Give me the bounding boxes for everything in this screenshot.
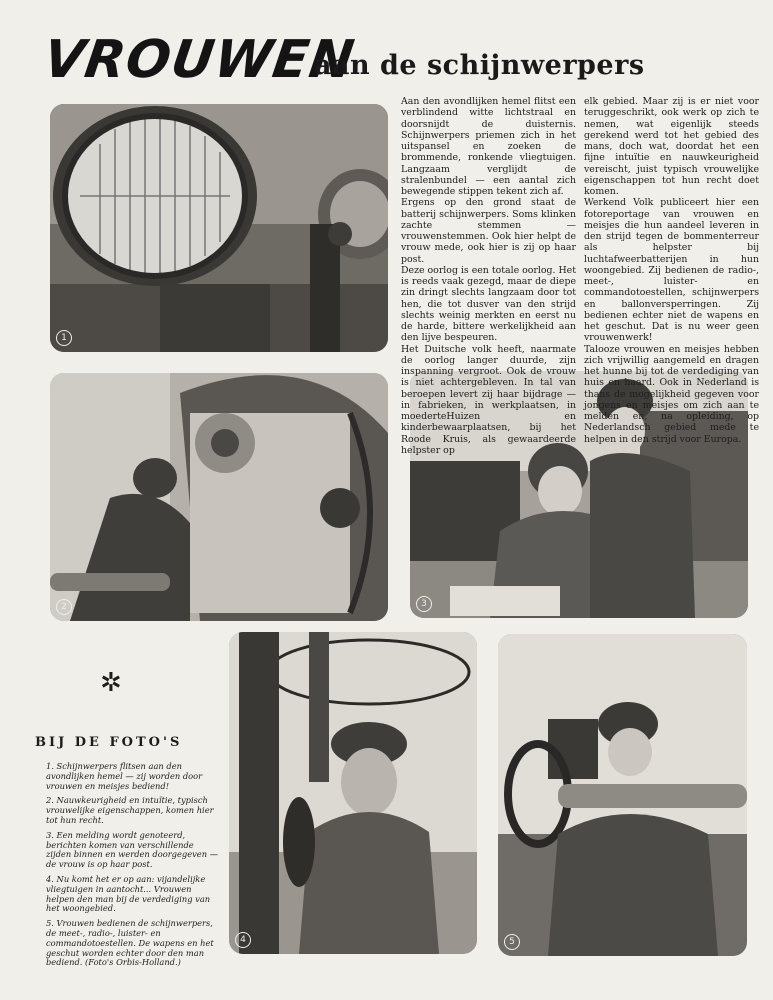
article-paragraph: Deze oorlog is een totale oorlog. Het is reeds vaak gezegd, maar de diepe zin dringt slechts langzaam door tot hen, die tot dusver van den strijd slechts weinig merkten en eerst nu de harde, bittere werkelijkheid aan den lijve bespeuren. bbox=[401, 264, 576, 344]
caption-item: 1. Schijnwerpers flitsen aan den avondlijken hemel — zij worden door vrouwen en meisjes bediend! bbox=[46, 761, 203, 791]
article-column-1 bbox=[401, 96, 576, 456]
star-ornament-icon: ✲ bbox=[100, 668, 122, 698]
caption-item: 5. Vrouwen bedienen de schijnwerpers, de meet-, radio-, luister- en commandotoestellen. De wapens en het geschut worden echter door den man bediend. (Foto's Orbis-Holland.) bbox=[46, 918, 214, 968]
caption-item: 2. Nauwkeurigheid en intuïtie, typisch vrouwelijke eigenschappen, komen hier tot hun recht. bbox=[46, 795, 214, 825]
photo-5-image bbox=[498, 634, 747, 956]
article-paragraph: Het Duitsche volk heeft, naarmate de oorlog langer duurde, zijn inspanning vergroot. Ook de vrouw is niet achtergebleven. In tal van beroepen levert zij haar bijdrage — in fabrieken, in werkplaatsen, in moederteHuizen en kinderbewaarplaatsen, bij het Roode Kruis, als gewaardeerde helpster op bbox=[401, 343, 576, 456]
photo-number: 4 bbox=[235, 932, 251, 948]
article-paragraph: elk gebied. Maar zij is er niet voor teruggeschrikt, ook werk op zich te nemen, wat eigenlijk steeds gerekend werd tot het gebied des mans, doch wat, doordat het een fijne intuïtie en nauwkeurigheid vereischt, juist typisch vrouwelijke eigenschappen tot hun recht doet komen. bbox=[584, 96, 759, 197]
photo-4-image bbox=[229, 632, 477, 954]
photo-5-rangefinder bbox=[498, 634, 747, 956]
article-paragraph: Talooze vrouwen en meisjes hebben zich vrijwillig aangemeld en dragen het hunne bij tot de verdediging van huis en haard. Ook in Nederland is thans de mogelijkheid gegeven voor jongens en meisjes om zich aan te melden en, na opleiding, op Nederlandsch gebied mede te helpen in den strijd voor Europa. bbox=[584, 343, 759, 445]
photo-1-image bbox=[50, 104, 388, 352]
caption-item: 4. Nu komt het er op aan: vijandelijke vliegtuigen in aantocht... Vrouwen helpen den man bij de verdediging van het woongebied. bbox=[46, 873, 211, 914]
article-paragraph: Werkend Volk publiceert hier een fotoreportage van vrouwen en meisjes die hun aandeel leveren in den strijd tegen de bommenterreur als helpster bij luchtafweerbatterijen in hun woongebied. Zij bedienen de radio-, meet-, luister- en commandotoestellen, schijnwerpers en ballonversperringen. Zij bedienen echter niet de wapens en het geschut. Dat is nu weer geen vrouwenwerk! bbox=[584, 197, 759, 344]
photo-2-image bbox=[50, 373, 388, 621]
photo-number: 5 bbox=[504, 934, 520, 950]
page-title: VROUWEN bbox=[39, 30, 359, 90]
article-paragraph: Ergens op den grond staat de batterij schijnwerpers. Soms klinken zachte stemmen — vrouwenstemmen. Ook hier helpt de vrouw mede, ook hier is zij op haar post. bbox=[401, 197, 576, 265]
caption-item: 3. Een melding wordt genoteerd, berichten komen van verschillende zijden binnen en werden doorgegeven — de vrouw is op haar post. bbox=[46, 829, 218, 870]
photo-2-instrument bbox=[50, 373, 388, 621]
page-subtitle: aan de schijnwerpers bbox=[314, 50, 645, 81]
article-paragraph: Aan den avondlijken hemel flitst een verblindend witte lichtstraal en doorsnijdt de duisternis. Schijnwerpers priemen zich in het uitspansel en zoeken de brommende, ronkende vliegtuigen. Langzaam verglijdt de stralenbundel — een aantal zich bewegende stippen tekent zich af. bbox=[401, 96, 576, 197]
photo-number: 3 bbox=[416, 596, 432, 612]
photo-number: 1 bbox=[56, 330, 72, 346]
photo-1-searchlight bbox=[50, 104, 388, 352]
photo-4-controls bbox=[229, 632, 477, 954]
captions-heading: BIJ DE FOTO'S bbox=[35, 735, 183, 750]
article-column-2 bbox=[584, 96, 759, 445]
photo-captions bbox=[46, 762, 221, 973]
photo-number: 2 bbox=[56, 599, 72, 615]
